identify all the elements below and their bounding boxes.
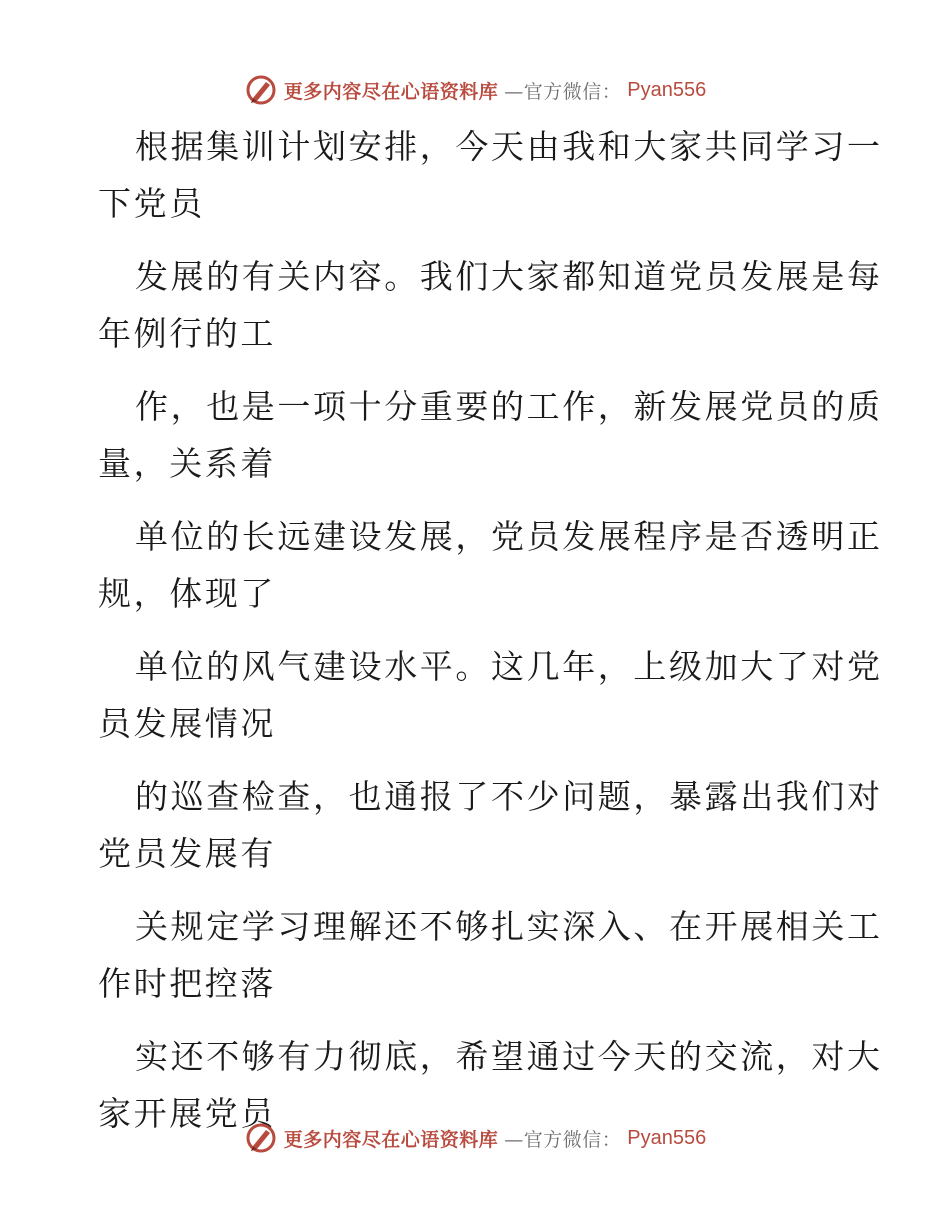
paragraph xyxy=(98,638,883,750)
paragraph-line-continued: 党员发展有 xyxy=(98,834,276,873)
paragraph-line: 根据集训计划安排，今天由我和大家共同学习一 xyxy=(135,127,883,166)
footer-banner-title: 更多内容尽在心语资料库 xyxy=(283,1128,499,1151)
pen-logo-icon xyxy=(244,73,278,107)
paragraph-line-continued: 家开展党员 xyxy=(98,1094,276,1133)
paragraph xyxy=(98,508,883,620)
paragraph-line-continued: 下党员 xyxy=(98,184,205,223)
paragraph-line-continued: 年例行的工 xyxy=(98,314,276,353)
paragraph-line: 发展的有关内容。我们大家都知道党员发展是每 xyxy=(135,257,883,296)
paragraph xyxy=(98,118,883,230)
paragraph-line-continued: 作时把控落 xyxy=(98,964,276,1003)
paragraph-line: 单位的长远建设发展，党员发展程序是否透明正 xyxy=(135,517,883,556)
footer-banner xyxy=(0,1118,950,1158)
paragraph xyxy=(98,898,883,1010)
paragraph-line: 实还不够有力彻底，希望通过今天的交流，对大 xyxy=(135,1037,883,1076)
paragraph-line-continued: 量，关系着 xyxy=(98,444,276,483)
pen-logo-icon xyxy=(244,1121,278,1155)
header-banner xyxy=(0,70,950,110)
document-body xyxy=(98,118,883,1158)
header-banner-label: —官方微信： xyxy=(504,80,622,103)
header-banner-wechat-id: Pyan556 xyxy=(627,78,707,101)
paragraph xyxy=(98,768,883,880)
paragraph-line: 单位的风气建设水平。这几年，上级加大了对党 xyxy=(135,647,883,686)
paragraph-line-continued: 规，体现了 xyxy=(98,574,276,613)
footer-banner-wechat-id: Pyan556 xyxy=(627,1126,707,1149)
paragraph-line: 作，也是一项十分重要的工作，新发展党员的质 xyxy=(135,387,883,426)
paragraph-line-continued: 员发展情况 xyxy=(98,704,276,743)
header-banner-title: 更多内容尽在心语资料库 xyxy=(283,80,499,103)
paragraph xyxy=(98,248,883,360)
paragraph xyxy=(98,378,883,490)
footer-banner-label: —官方微信： xyxy=(504,1128,622,1151)
paragraph-line: 关规定学习理解还不够扎实深入、在开展相关工 xyxy=(135,907,883,946)
paragraph-line: 的巡查检查，也通报了不少问题，暴露出我们对 xyxy=(135,777,883,816)
